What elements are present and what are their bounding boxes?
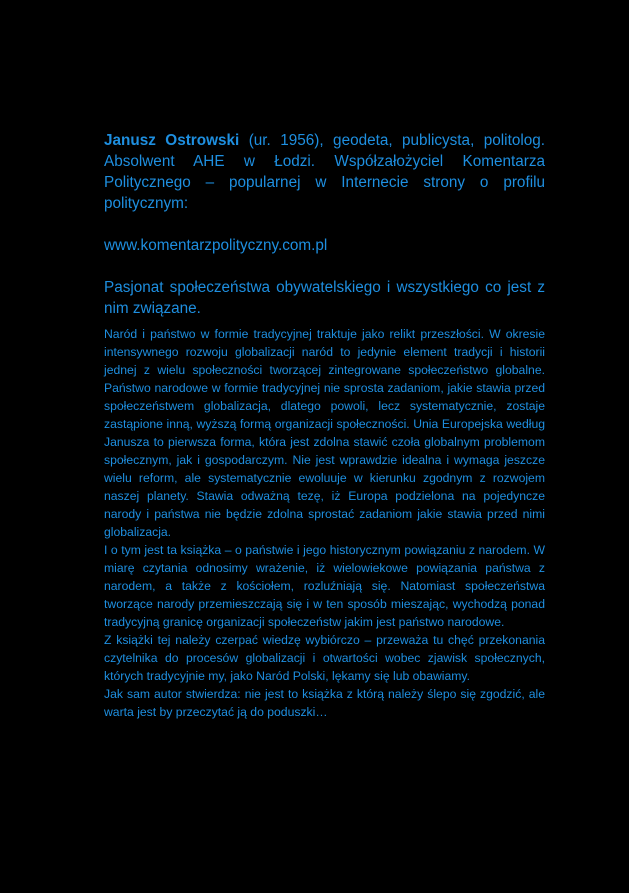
author-bio [104, 130, 545, 319]
author-name: Janusz Ostrowski [104, 132, 240, 149]
description-paragraph-4: Jak sam autor stwierdza: nie jest to książka z którą należy ślepo się zgodzić, ale warta jest by przeczytać ją do poduszki… [104, 687, 545, 719]
author-intro-paragraph [104, 130, 545, 214]
description-paragraph-3: Z książki tej należy czerpać wiedzę wybiórczo – przeważa tu chęć przekonania czytelnika do procesów globalizacji i otwartości wobec zjawisk społecznych, których tradycyjnie my, jako Naród Polski, lękamy się lub obawiamy. [104, 633, 545, 683]
author-passion: Pasjonat społeczeństwa obywatelskiego i wszystkiego co jest z nim związane. [104, 279, 545, 317]
description-paragraph-2: I o tym jest ta książka – o państwie i jego historycznym powiązaniu z narodem. W miarę czytania odnosimy wrażenie, iż wielowiekowe powiązania państwa z narodem, a także z kościołem, rozluźniają się. Natomiast społeczeństwa tworzące narody przemieszczają się i w ten sposób mieszając, wychodzą ponad tradycyjną granicę organizacji społeczeństw jakim jest państwo narodowe. [104, 543, 545, 629]
description-paragraph-1: Naród i państwo w formie tradycyjnej traktuje jako relikt przeszłości. W okresie intensywnego rozwoju globalizacji naród to jedynie element tradycji i historii jednej z wielu społeczności tworzącej zintegrowane społeczeństwo globalne. Państwo narodowe w formie tradycyjnej nie sprosta zadaniom, jakie stawia przed społeczeństwem globalizacja, dlatego powoli, lecz systematycznie, zostaje zastąpione inną, wyższą formą organizacji społeczności. Unia Europejska według Janusza to pierwsza forma, która jest zdolna stawić czoła globalnym problemom społecznym, jak i gospodarczym. Nie jest wprawdzie idealna i wymaga jeszcze wielu reform, ale systematycznie ewoluuje w kierunku zgodnym z rozwojem naszej planety. Stawia odważną tezę, iż Europa podzielona na pojedyncze narody i państwa nie będzie zdolna sprostać zadaniom jakie stawia przed nimi globalizacja. [104, 327, 545, 539]
author-website: www.komentarzpolityczny.com.pl [104, 237, 328, 254]
book-description [104, 325, 545, 721]
author-intro-text: (ur. 1956), geodeta, publicysta, politolog. Absolwent AHE w Łodzi. Współzałożyciel Komentarza Politycznego – popularnej w Internecie strony o profilu politycznym: [104, 132, 545, 212]
